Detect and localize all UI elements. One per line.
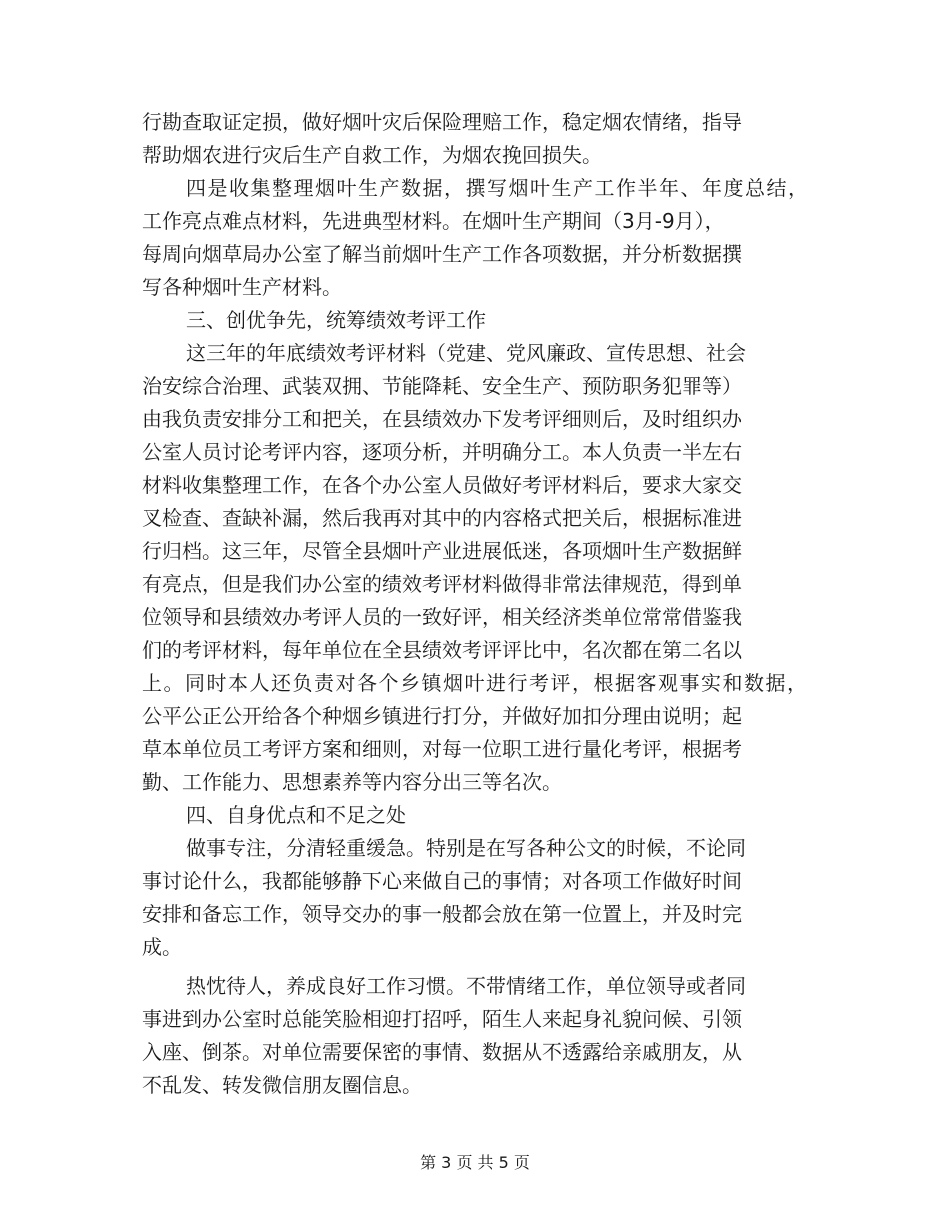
text-line: 工作亮点难点材料，先进典型材料。在烟叶生产期间（3月-9月）， [142, 209, 725, 233]
text-line: 事进到办公室时总能笑脸相迎打招呼，陌生人来起身礼貌问候、引领 [142, 1007, 742, 1031]
text-line: 事讨论什么，我都能够静下心来做自己的事情；对各项工作做好时间 [142, 869, 742, 893]
text-line: 由我负责安排分工和把关，在县绩效办下发考评细则后，及时组织办 [142, 407, 742, 431]
text-line: 四是收集整理烟叶生产数据，撰写烟叶生产工作半年、年度总结， [186, 176, 810, 200]
text-line: 行归档。这三年，尽管全县烟叶产业进展低迷，各项烟叶生产数据鲜 [142, 539, 742, 563]
text-line: 成。 [142, 935, 182, 959]
text-line: 写各种烟叶生产材料。 [142, 275, 342, 299]
text-line: 有亮点，但是我们办公室的绩效考评材料做得非常法律规范，得到单 [142, 572, 742, 596]
section-heading: 三、创优争先，统筹绩效考评工作 [186, 308, 486, 332]
text-line: 入座、倒茶。对单位需要保密的事情、数据从不透露给亲戚朋友，从 [142, 1040, 742, 1064]
text-line: 治安综合治理、武装双拥、节能降耗、安全生产、预防职务犯罪等） [142, 374, 742, 398]
section-heading: 四、自身优点和不足之处 [186, 803, 406, 827]
text-line: 做事专注，分清轻重缓急。特别是在写各种公文的时候，不论同 [186, 836, 746, 860]
text-line: 草本单位员工考评方案和细则，对每一位职工进行量化考评，根据考 [142, 737, 742, 761]
text-line: 们的考评材料，每年单位在全县绩效考评评比中，名次都在第二名以 [142, 638, 742, 662]
text-line: 材料收集整理工作，在各个办公室人员做好考评材料后，要求大家交 [142, 473, 742, 497]
text-line: 不乱发、转发微信朋友圈信息。 [142, 1073, 422, 1097]
text-line: 勤、工作能力、思想素养等内容分出三等名次。 [142, 770, 562, 794]
text-line: 公室人员讨论考评内容，逐项分析，并明确分工。本人负责一半左右 [142, 440, 742, 464]
text-line: 安排和备忘工作，领导交办的事一般都会放在第一位置上，并及时完 [142, 902, 742, 926]
text-line: 帮助烟农进行灾后生产自救工作，为烟农挽回损失。 [142, 143, 602, 167]
text-line: 热忱待人，养成良好工作习惯。不带情绪工作，单位领导或者同 [186, 974, 746, 998]
text-line: 公平公正公开给各个种烟乡镇进行打分，并做好加扣分理由说明；起 [142, 704, 742, 728]
document-body [142, 106, 812, 1102]
text-line: 叉检查、查缺补漏，然后我再对其中的内容格式把关后，根据标准进 [142, 506, 742, 530]
text-line: 这三年的年底绩效考评材料（党建、党风廉政、宣传思想、社会 [186, 341, 746, 365]
text-line: 每周向烟草局办公室了解当前烟叶生产工作各项数据，并分析数据撰 [142, 242, 742, 266]
text-line: 上。同时本人还负责对各个乡镇烟叶进行考评，根据客观事实和数据， [142, 671, 809, 695]
page-number-footer: 第 3 页 共 5 页 [420, 1153, 530, 1172]
text-line: 行勘查取证定损，做好烟叶灾后保险理赔工作，稳定烟农情绪，指导 [142, 110, 742, 134]
text-line: 位领导和县绩效办考评人员的一致好评，相关经济类单位常常借鉴我 [142, 605, 742, 629]
